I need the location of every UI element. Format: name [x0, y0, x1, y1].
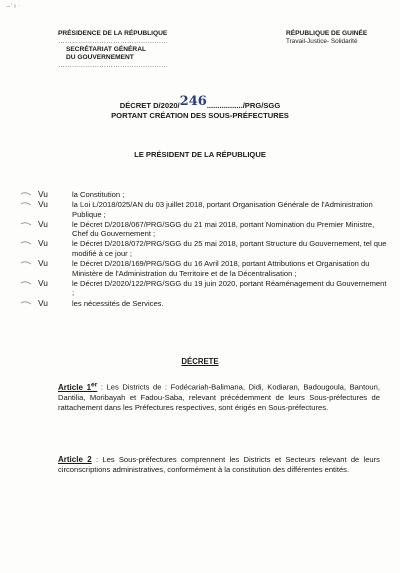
vu-text: le Décret D/2018/169/PRG/SGG du 16 Avril 2018, portant Attributions et Organisation du Ministère de l'Administration du Territoire et de la Décentralisation ; — [72, 259, 370, 278]
dotted-separator: ………………………………………… — [58, 62, 169, 69]
check-mark-icon — [20, 191, 32, 199]
check-mark-icon — [20, 280, 32, 288]
decree-number: 246 — [179, 94, 207, 109]
secretariat-line2: DU GOUVERNEMENT — [66, 54, 134, 61]
check-mark-icon — [20, 201, 32, 209]
vu-text: le Décret D/2018/072/PRG/SGG du 25 mai 2018, portant Structure du Gouvernement, tel que modifié à ce jour ; — [72, 239, 387, 259]
decree-prefix: DÉCRET D/2020/ — [119, 101, 180, 110]
vu-text: la Loi L/2018/025/AN du 03 juillet 2018, portant Organisation Générale de l'Administration Publique ; — [72, 200, 373, 219]
article-1-text: : Les Districts de : Fodécariah-Balimana, Didi, Kodiaran, Badougoula, Bantoun, Dantilia, Moribayah et Fadou-Saba, relevant précédemment de leurs Sous-préfectures de rattachement dans les Préfectures respectives, sont érigés en Sous-préfectures. — [58, 382, 380, 413]
check-mark-icon — [20, 260, 32, 268]
check-mark-icon — [20, 240, 32, 248]
article-1-label-sup: er — [91, 381, 98, 388]
article-1 — [58, 380, 380, 414]
vu-word: Vu — [38, 258, 48, 269]
article-2-text: : Les Sous-préfectures comprennent les Districts et Secteurs relevant de leurs circonscriptions administratives, conformément à la constitution des différentes entités. — [58, 455, 380, 475]
handwritten-scrawl: ~ʼ ˢ ˑ — [6, 4, 20, 11]
dotted-separator: ………………………………………… — [58, 38, 169, 45]
vu-text: le Décret D/2020/122/PRG/SGG du 19 juin 2020, portant Réaménagement du Gouvernement ; — [72, 278, 387, 298]
article-1-label — [58, 383, 97, 392]
vu-word: Vu — [38, 189, 48, 199]
presidency-label: PRÉSIDENCE DE LA RÉPUBLIQUE — [58, 30, 168, 37]
vu-text: la Constitution ; — [72, 190, 125, 199]
vu-text: le Décret D/2018/067/PRG/SGG du 21 mai 2018, portant Nomination du Premier Ministre, Chef du Gouvernement ; — [72, 219, 375, 239]
vu-word: Vu — [38, 218, 48, 229]
vu-word: Vu — [38, 238, 48, 249]
article-1-label-main: Article 1 — [58, 382, 92, 392]
vu-list — [38, 190, 388, 309]
vu-item — [38, 220, 388, 239]
vu-word: Vu — [38, 297, 48, 308]
vu-word: Vu — [38, 277, 48, 288]
president-heading: LE PRÉSIDENT DE LA RÉPUBLIQUE — [134, 150, 266, 159]
article-2 — [58, 455, 380, 476]
secretariat-line1: SECRÉTARIAT GÉNÉRAL — [66, 46, 146, 53]
article-2-label: Article 2 — [58, 455, 92, 464]
decrete-heading: DÉCRETE — [181, 357, 219, 366]
vu-text: les nécessités de Services. — [72, 298, 164, 308]
vu-item — [38, 259, 388, 278]
check-mark-icon — [20, 221, 32, 229]
vu-item — [38, 200, 388, 219]
country-label: RÉPUBLIQUE DE GUINÉE — [286, 30, 368, 37]
vu-item — [38, 190, 388, 200]
motto: Travail-Justice- Solidarité — [286, 38, 358, 45]
header-right — [286, 30, 396, 46]
decree-suffix: /PRG/SGG — [242, 101, 281, 110]
vu-word: Vu — [38, 199, 48, 210]
vu-item — [38, 239, 388, 258]
header-left — [58, 30, 178, 70]
decree-dots: ................. — [206, 101, 243, 110]
vu-item — [38, 299, 388, 309]
check-mark-icon — [20, 300, 32, 308]
vu-item — [38, 279, 388, 298]
decree-number-line — [0, 94, 400, 110]
decree-title: PORTANT CRÉATION DES SOUS-PRÉFECTURES — [111, 111, 289, 120]
